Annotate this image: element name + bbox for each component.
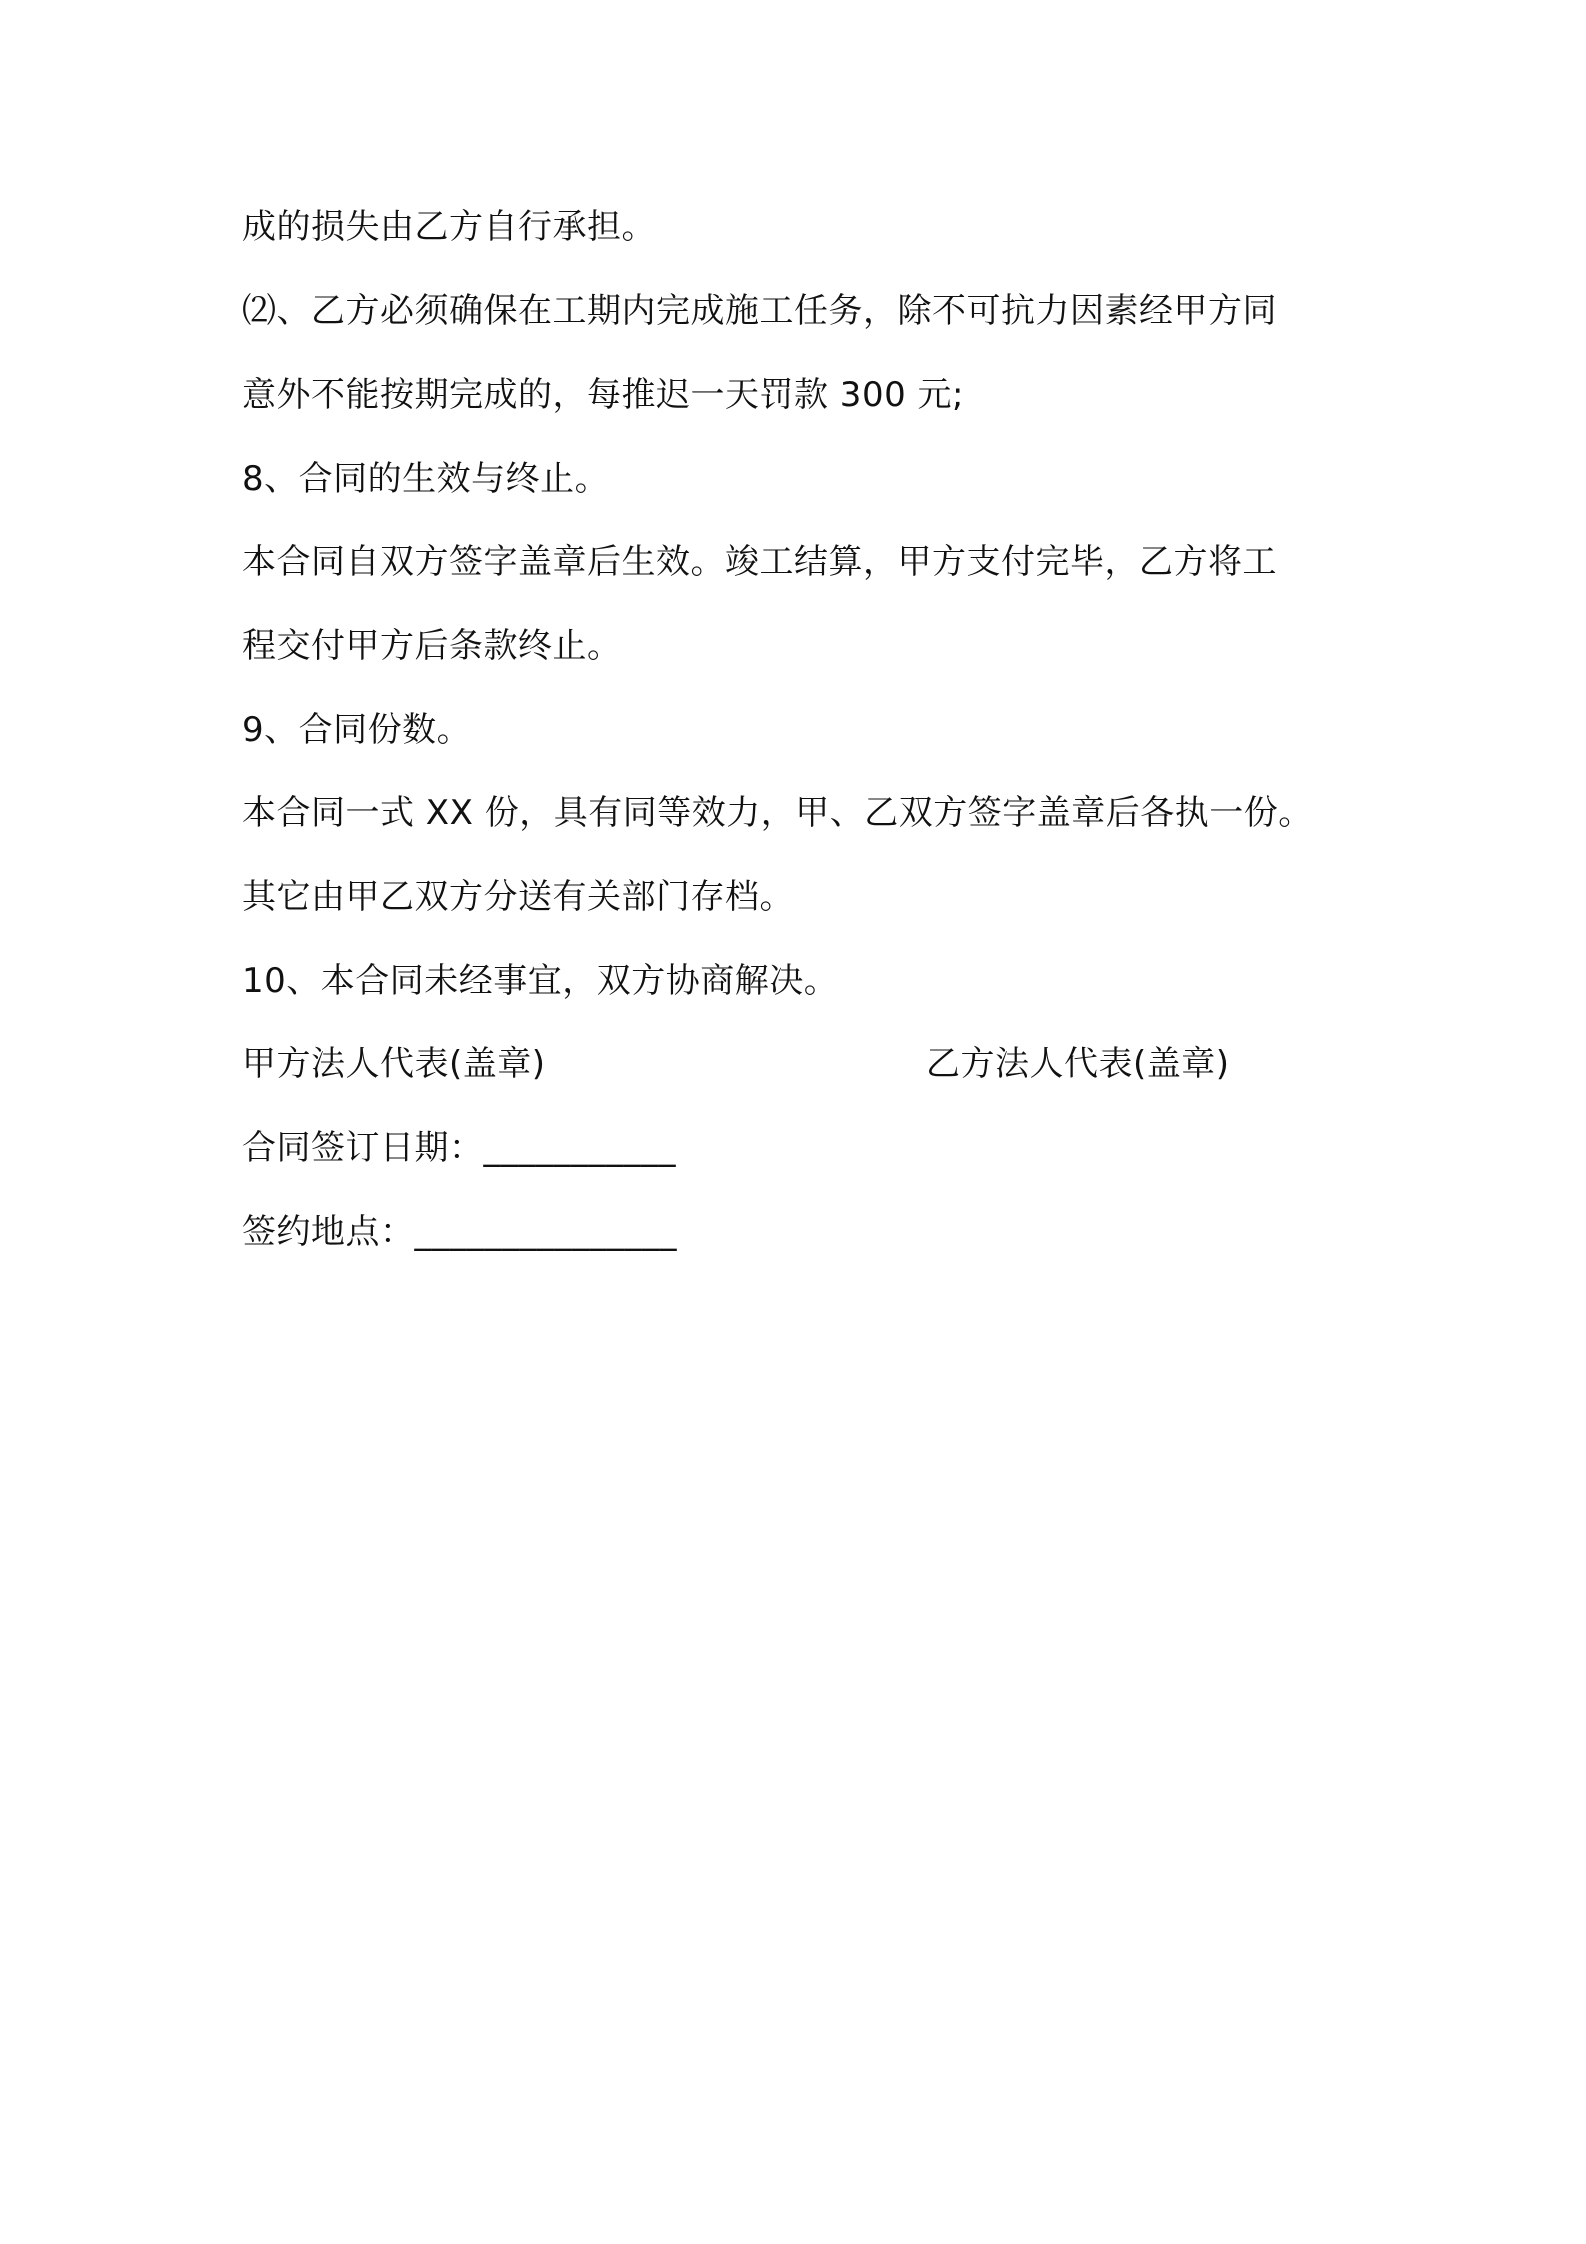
paragraph-line: 意外不能按期完成的，每推迟一天罚款 300 元;: [242, 375, 964, 415]
paragraph-line: 其它由甲乙双方分送有关部门存档。: [242, 877, 794, 917]
party-b-signature-label: 乙方法人代表(盖章): [926, 1044, 1230, 1084]
clause-2-line: ⑵、乙方必须确保在工期内完成施工任务，除不可抗力因素经甲方同: [242, 291, 1277, 331]
paragraph-line: 成的损失由乙方自行承担。: [242, 207, 656, 247]
paragraph-line: 本合同自双方签字盖章后生效。竣工结算，甲方支付完毕，乙方将工: [242, 542, 1277, 582]
paragraph-line: 本合同一式 XX 份，具有同等效力，甲、乙双方签字盖章后各执一份。: [242, 793, 1313, 833]
party-a-signature-label: 甲方法人代表(盖章): [242, 1044, 546, 1084]
section-heading-8: 8、合同的生效与终止。: [242, 459, 610, 499]
sign-date-field: 合同签订日期：___________: [242, 1128, 676, 1168]
section-heading-9: 9、合同份数。: [242, 710, 472, 750]
section-heading-10: 10、本合同未经事宜，双方协商解决。: [242, 961, 839, 1001]
sign-place-field: 签约地点：_______________: [242, 1212, 677, 1252]
paragraph-line: 程交付甲方后条款终止。: [242, 626, 622, 666]
